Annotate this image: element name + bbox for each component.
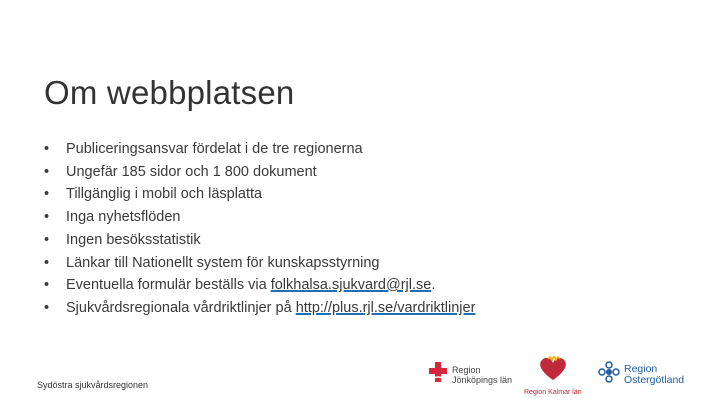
list-item	[44, 297, 475, 320]
bullet-dot: •	[44, 209, 50, 226]
region-ostergotland-logo	[598, 360, 684, 389]
logo-text: Region Kalmar län	[524, 389, 582, 396]
email-link[interactable]: folkhalsa.sjukvard@rjl.se	[270, 277, 432, 294]
list-item	[44, 138, 475, 161]
bullet-dot: •	[44, 299, 50, 316]
list-item	[44, 274, 475, 297]
bullet-dot: •	[44, 163, 50, 180]
bullet-text: Länkar till Nationellt system för kunskapsstyrning	[66, 254, 380, 271]
logo-line: Region	[624, 362, 658, 375]
flower-emblem-icon	[598, 360, 620, 389]
list-item	[44, 206, 475, 229]
bullet-suffix: .	[431, 277, 436, 294]
logo-line: Region	[452, 364, 481, 375]
bullet-dot: •	[44, 254, 50, 271]
list-item	[44, 252, 475, 275]
logo-line: Jönköpings län	[452, 374, 513, 385]
footer-text: Sydöstra sjukvårdsregionen	[37, 380, 149, 390]
bullet-text: Publiceringsansvar fördelat i de tre regionerna	[66, 141, 363, 157]
bullet-text: Tillgänglig i mobil och läsplatta	[66, 186, 263, 203]
bullet-text: Inga nyhetsflöden	[66, 209, 181, 226]
bullet-dot: •	[44, 141, 50, 157]
region-kalmar-logo	[524, 356, 582, 398]
bullet-text: Sjukvårdsregionala vårdriktlinjer på	[66, 299, 296, 316]
bullet-text: Ingen besöksstatistik	[66, 231, 201, 248]
region-jonkoping-logo	[428, 360, 512, 389]
bullet-list	[44, 138, 475, 320]
bullet-text: Eventuella formulär beställs via	[66, 277, 271, 294]
bullet-dot: •	[44, 231, 50, 248]
logo-bar	[0, 356, 720, 401]
heart-icon	[536, 356, 570, 387]
bullet-dot: •	[44, 186, 50, 203]
guidelines-link[interactable]: http://plus.rjl.se/vardriktlinjer	[295, 299, 476, 316]
list-item	[44, 183, 475, 206]
red-cross-heart-icon	[428, 360, 448, 389]
bullet-dot: •	[44, 277, 50, 294]
list-item	[44, 161, 475, 184]
bullet-text: Ungefär 185 sidor och 1 800 dokument	[66, 163, 317, 180]
logo-line: Östergötland	[624, 373, 685, 386]
slide-title: Om webbplatsen	[44, 74, 295, 111]
list-item	[44, 229, 475, 252]
